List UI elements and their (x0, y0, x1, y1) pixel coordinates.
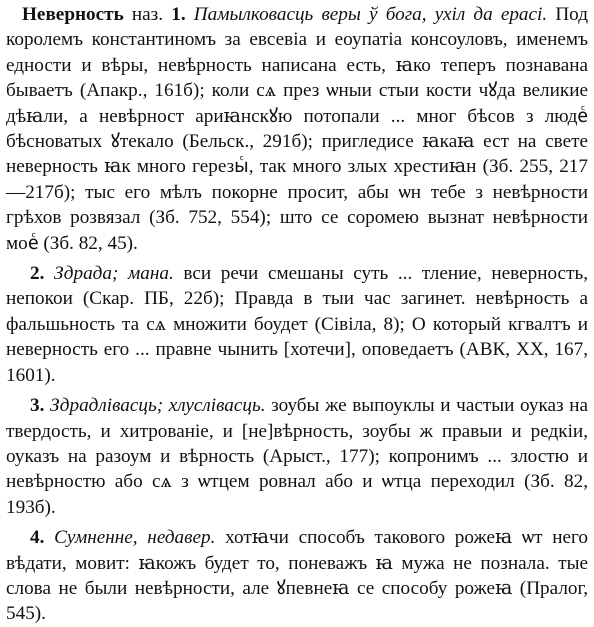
part-of-speech: наз. (131, 4, 164, 25)
sense-gloss: Сумненне, недавер. (54, 527, 216, 549)
sense-number: 3. (30, 395, 45, 417)
sense-citations: вси речи смешаны суть ... тление, неверность, непокои (Скар. ПБ, 22б); Правда в тыи час загинет. невѣрность а фальшьность та сѧ множити боудет (Сівіла, 8); О который кгвалтъ и неверность его ... правне чынить [хотечи], оповедаетъ (АВК, XX, 167, 1601). (6, 263, 588, 386)
sense-2 (6, 261, 588, 388)
headword: Неверность (22, 4, 124, 25)
sense-number: 2. (30, 263, 45, 285)
sense-1 (6, 2, 588, 256)
sense-4 (6, 525, 588, 627)
sense-citations: Под королемъ константиномъ за евсевіа и еоупатіа консоуловъ, именемъ едности и вѣры, невѣрность написана есть, ꙗко теперъ познавана бываетъ (Апакр., 161б); коли сѧ през ѡныи стыи кости чꙋда великие дѣꙗли, а невѣрност ариꙗнскꙋю потопали ... мног бѣсов з людеⷭ бѣсноватых ꙋтекало (Бельск., 291б); пригледисе ꙗкаꙗ ест на свете неверность ꙗк много герезыⷭ, так много злых хрестиꙗн (Зб. 255, 217—217б); тыс его мѣлъ покорне просит, абы ѡн тебе з невѣрности грѣхов розвязал (Зб. 752, 554); што се соромею вызнат невѣрности моеⷭ (Зб. 82, 45). (6, 4, 588, 254)
sense-number: 1. (171, 4, 186, 25)
sense-number: 4. (30, 527, 45, 549)
sense-gloss: Здрадлівасць; хлуслівасць. (50, 395, 266, 417)
sense-gloss: Здрада; мана. (54, 263, 174, 285)
sense-citations: зоубы же выпоуклы и частыи оуказ на твердость, и хитрованіе, и [не]вѣрность, зоубы ж правыи и редкіи, оуказъ на разоум и вѣрность (Арыст., 177); копронимъ ... злостю и невѣрностю або сѧ з ѡтцем ровнал або и ѡтца переходил (Зб. 82, 193б). (6, 395, 588, 518)
sense-3 (6, 393, 588, 520)
sense-citations: хотꙗчи способъ такового рожеꙗ ѡт него вѣдати, мовит: ꙗкожъ будет то, поневажъ ꙗ мужа не познала. тые слова не были невѣрности, але ꙋпевнеꙗ се способу рожеꙗ (Пралог, 545). (6, 527, 588, 625)
sense-gloss: Памылковасць веры ў бога, ухіл да ерасі. (193, 4, 548, 25)
